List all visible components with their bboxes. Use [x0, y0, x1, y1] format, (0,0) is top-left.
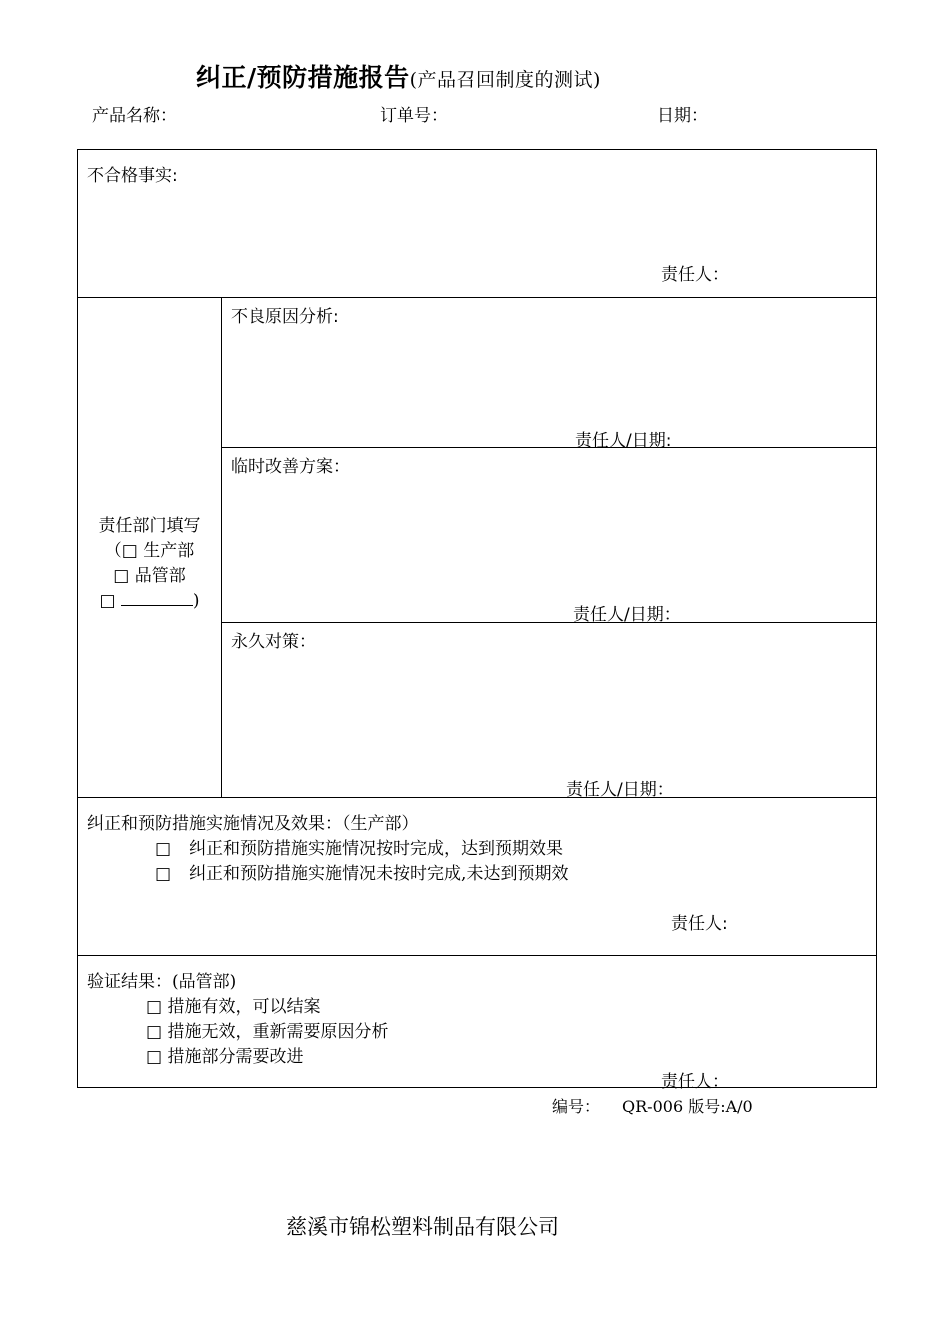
department-other-blank[interactable] — [121, 591, 193, 606]
implementation-option-text: 未按时完成,未达到预期效 — [376, 864, 569, 884]
verification-heading — [87, 967, 236, 992]
verification-owner-label: 责任人： — [661, 1072, 729, 1092]
form-title-main: 纠正/预防措施报告 — [196, 63, 410, 92]
verification-option-effective[interactable]: □ 措施有效，可以结案 — [146, 997, 321, 1017]
nonconformity-label: 不合格事实: — [87, 166, 178, 186]
row-divider — [78, 297, 876, 298]
implementation-owner-label: 责任人: — [671, 914, 728, 934]
implementation-label: 纠正和预防措施实施情况及效果： — [87, 814, 342, 834]
verification-label: 验证结果： — [87, 972, 172, 992]
permanent-measure-owner-date-label: 责任人/日期： — [566, 780, 674, 800]
document-code-label: 编号： — [552, 1097, 601, 1116]
document-code-value: QR-006 — [622, 1097, 684, 1116]
implementation-option-text: 按时完成，达到预期效果 — [376, 839, 564, 859]
department-fill-block — [78, 514, 221, 614]
row-divider — [221, 622, 876, 623]
nonconformity-owner-label: 责任人： — [661, 265, 729, 285]
verification-option-partial[interactable]: □ 措施部分需要改进 — [146, 1047, 304, 1067]
department-close-paren: ) — [192, 591, 200, 611]
implementation-option-late[interactable] — [155, 859, 568, 884]
row-divider — [78, 797, 876, 798]
implementation-option-on-time[interactable] — [155, 834, 563, 859]
permanent-measure-label: 永久对策： — [231, 632, 316, 652]
department-option-production[interactable]: （□ 生产部 — [104, 541, 195, 561]
interim-plan-label: 临时改善方案： — [231, 457, 350, 477]
department-option-quality[interactable]: □ 品管部 — [113, 566, 186, 586]
cause-analysis-owner-date-label: 责任人/日期: — [575, 431, 672, 451]
row-divider — [221, 447, 876, 448]
column-divider — [221, 297, 222, 797]
implementation-heading — [87, 809, 419, 834]
order-no-label: 订单号： — [380, 106, 448, 126]
department-title: 责任部门填写 — [98, 516, 201, 536]
implementation-dept: （生产部） — [342, 814, 419, 834]
implementation-option-bold-text: 纠正和预防措施实施情况 — [189, 839, 377, 859]
verification-option-ineffective[interactable]: □ 措施无效，重新需要原因分析 — [146, 1022, 389, 1042]
department-option-other-checkbox: □ — [99, 591, 116, 611]
department-option-other[interactable] — [78, 589, 221, 614]
form-title-note: (产品召回制度的测试) — [409, 69, 601, 91]
document-version: 版号:A/0 — [688, 1097, 753, 1116]
form-title — [196, 58, 601, 94]
document-code-line — [552, 1094, 753, 1117]
checkbox-icon[interactable]: □ — [155, 839, 172, 859]
date-label: 日期： — [657, 106, 708, 126]
row-divider — [78, 955, 876, 956]
checkbox-icon[interactable]: □ — [155, 864, 172, 884]
report-form-table — [77, 149, 877, 1092]
product-name-label: 产品名称： — [92, 106, 177, 126]
cause-analysis-label: 不良原因分析: — [231, 307, 339, 327]
company-name: 慈溪市锦松塑料制品有限公司 — [286, 1215, 559, 1239]
interim-plan-owner-date-label: 责任人/日期： — [573, 605, 681, 625]
implementation-option-bold-text: 纠正和预防措施实施情况 — [189, 864, 377, 884]
verification-dept: (品管部) — [172, 972, 237, 992]
